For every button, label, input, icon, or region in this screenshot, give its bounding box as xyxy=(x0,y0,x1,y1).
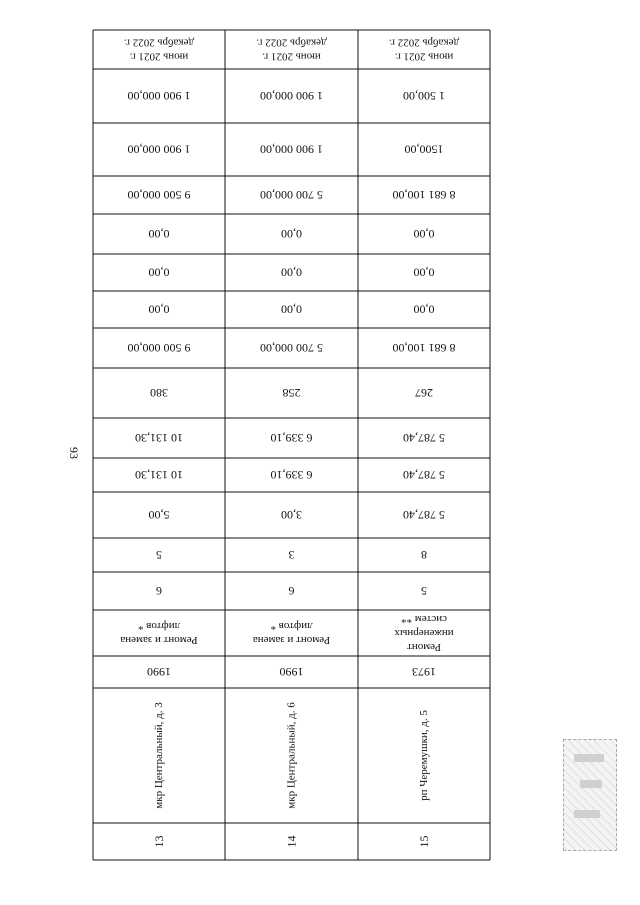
cell-value: 5 787,40 xyxy=(403,468,445,482)
cell-value: 1 900 000,00 xyxy=(260,89,323,103)
work-type-line: Ремонт xyxy=(406,641,442,653)
cell-value: 5 787,40 xyxy=(403,431,445,445)
cell-value: 8 681 100,00 xyxy=(392,341,456,355)
address-line: рп Черемушки, д. 5 xyxy=(418,710,430,801)
cell-value: 5 700 000,00 xyxy=(260,341,323,355)
cell-value: 5,00 xyxy=(148,508,170,522)
cell-value: 5 xyxy=(421,584,427,598)
cell-value: 0,00 xyxy=(413,227,435,241)
cell-value: 6 xyxy=(156,584,162,598)
period-end: декабрь 2022 г. xyxy=(123,36,195,49)
table-cells xyxy=(120,37,459,848)
cell-value: 1990 xyxy=(279,665,304,679)
period-end: декабрь 2022 г. xyxy=(388,36,460,49)
address-line: мкр Центральный, д. 3 xyxy=(153,702,165,809)
work-type-line: систем ** xyxy=(400,613,448,625)
cell-value: 5 xyxy=(156,548,162,562)
cell-value: 0,00 xyxy=(148,265,170,280)
work-type-line: лифтов * xyxy=(270,620,313,632)
cell-value: 5 787,40 xyxy=(403,508,445,522)
cell-value: 3,00 xyxy=(281,508,302,522)
period-end: декабрь 2022 г. xyxy=(256,36,327,49)
work-type-line: лифтов * xyxy=(137,620,181,632)
cell-value: 1500,00 xyxy=(404,142,444,157)
cell-value: 380 xyxy=(150,386,168,400)
cell-value: 6 339,10 xyxy=(270,431,313,445)
work-type-line: Ремонт и замена xyxy=(252,634,331,646)
period-start: июнь 2021 г. xyxy=(394,50,454,63)
cell-value: 0,00 xyxy=(281,227,302,241)
work-type-line: Ремонт и замена xyxy=(120,634,198,646)
cell-value: 9 500 000,00 xyxy=(127,341,191,355)
cell-value: 6 xyxy=(288,584,295,598)
cell-value: 1 500,00 xyxy=(403,89,445,103)
cell-value: 8 681 100,00 xyxy=(392,188,456,202)
cell-value: 9 500 000,00 xyxy=(127,188,191,202)
cell-value: 0,00 xyxy=(281,302,302,317)
cell-value: 0,00 xyxy=(413,265,435,280)
cell-value: 1973 xyxy=(412,665,436,679)
period-start: июнь 2021 г. xyxy=(262,50,321,63)
cell-value: 0,00 xyxy=(413,302,435,317)
cell-value: 1 900 000,00 xyxy=(127,89,191,103)
cell-value: 1 900 000,00 xyxy=(127,142,191,157)
page-number: 93 xyxy=(67,447,81,459)
cell-value: 267 xyxy=(415,386,433,400)
cell-value: 1 900 000,00 xyxy=(260,142,323,157)
cell-value: 3 xyxy=(288,548,295,562)
registration-stamp xyxy=(563,739,617,851)
cell-value: 10 131,30 xyxy=(135,468,183,482)
cell-value: 8 xyxy=(421,548,427,562)
period-start: июнь 2021 г. xyxy=(129,50,189,63)
cell-value: 0,00 xyxy=(281,265,302,280)
cell-value: 1990 xyxy=(147,665,171,679)
cell-value: 6 339,10 xyxy=(270,468,313,482)
cell-value: 10 131,30 xyxy=(135,431,183,445)
cell-value: 0,00 xyxy=(148,302,170,317)
row-number: 13 xyxy=(152,835,166,848)
row-number: 14 xyxy=(284,835,299,848)
cell-value: 0,00 xyxy=(148,227,170,241)
work-type-line: инженерных xyxy=(394,627,454,639)
cell-value: 5 700 000,00 xyxy=(260,188,323,202)
address-line: мкр Центральный, д. 6 xyxy=(285,702,298,809)
row-number: 15 xyxy=(417,835,431,848)
cell-value: 258 xyxy=(282,386,301,400)
